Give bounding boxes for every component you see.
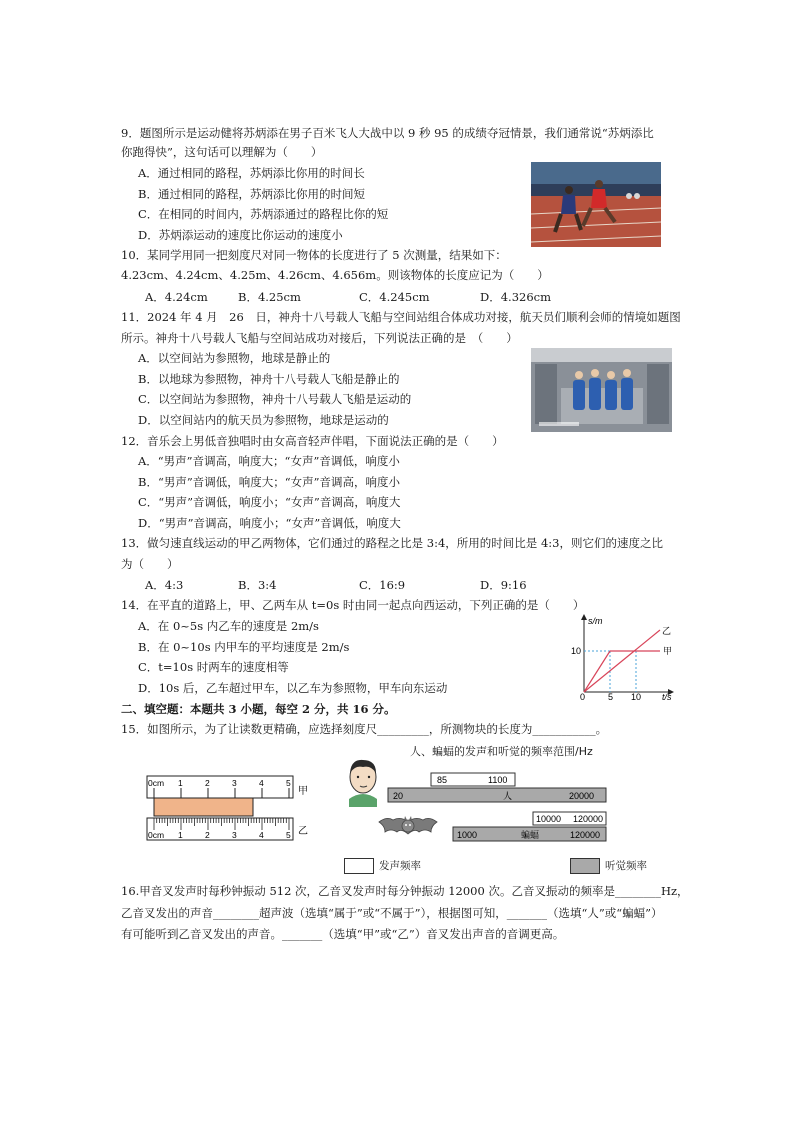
svg-text:4: 4 [259, 778, 264, 788]
tick-y-10: 10 [571, 646, 582, 656]
axis-y-label: s/m [588, 616, 603, 626]
q12-stem: 12．音乐会上男低音独唱时由女高音轻声伴唱，下面说法正确的是（ ） [121, 434, 504, 448]
q14-option-c: C．t=10s 时两车的速度相等 [138, 660, 289, 674]
svg-text:1000: 1000 [457, 830, 478, 840]
section2-title: 二、填空题：本题共 3 小题，每空 2 分，共 16 分。 [121, 702, 396, 716]
svg-text:2: 2 [205, 778, 210, 788]
q12-option-d: D．“男声”音调高，响度小；“女声”音调低，响度大 [138, 516, 401, 530]
tick-x-5: 5 [608, 692, 614, 702]
svg-text:5: 5 [286, 778, 291, 788]
q15-stem: 15．如图所示，为了让读数更精确，应选择刻度尺_________，所测物块的长度为___________。 [121, 722, 608, 736]
svg-text:4: 4 [259, 830, 264, 840]
svg-text:蝙蝠: 蝙蝠 [521, 830, 540, 840]
freq-chart-title: 人、蝙蝠的发声和听觉的频率范围/Hz [410, 745, 593, 758]
svg-text:2: 2 [205, 830, 210, 840]
ruler-jia-label: 甲 [298, 786, 308, 797]
q14-stem: 14．在平直的道路上，甲、乙两车从 t=0s 时由同一起点向西运动，下列正确的是（ ） [121, 598, 585, 612]
svg-text:120000: 120000 [573, 814, 604, 824]
space-station-photo [531, 348, 672, 432]
label-yi: 乙 [662, 626, 672, 636]
svg-text:1: 1 [178, 778, 183, 788]
q9-stem-line1: 9．题图所示是运动健将苏炳添在男子百米飞人大战中以 9 秒 95 的成绩夺冠情景，我们通常说“苏炳添比 [121, 126, 654, 140]
tick-x-0: 0 [580, 692, 586, 702]
svg-text:20000: 20000 [569, 791, 595, 801]
svg-text:85: 85 [437, 775, 448, 785]
q10-option-c: C．4.245cm [359, 290, 430, 304]
svg-text:0cm: 0cm [148, 830, 165, 840]
q14-st-graph [568, 612, 678, 702]
q11-stem-line1: 11．2024 年 4 月 26 日，神舟十八号载人飞船与空间站组合体成功对接，航天员们顺利会师的情境如题图 [121, 310, 681, 324]
q12-option-c: C．“男声”音调低，响度小；“女声”音调高，响度大 [138, 495, 401, 509]
q10-option-d: D．4.326cm [480, 290, 551, 304]
q12-option-a: A．“男声”音调高，响度大；“女声”音调低，响度小 [138, 454, 400, 468]
q16-line2: 乙音叉发出的声音________超声波（选填“属于”或“不属于”），根据图可知，_______（选填“人”或“蝙蝠”） [121, 906, 663, 920]
svg-text:0cm: 0cm [148, 778, 165, 788]
q13-stem-line2: 为（ ） [121, 557, 179, 571]
q10-option-b: B．4.25cm [238, 290, 301, 304]
measured-block [154, 798, 253, 816]
svg-text:1: 1 [178, 830, 183, 840]
q10-stem-line2: 4.23cm、4.24cm、4.25m、4.26cm、4.656m。则该物体的长度应记为（ ） [121, 268, 549, 282]
svg-text:3: 3 [232, 778, 237, 788]
q9-option-d: D．苏炳添运动的速度比你运动的速度小 [138, 228, 343, 242]
q10-stem-line1: 10．某同学用同一把刻度尺对同一物体的长度进行了 5 次测量，结果如下： [121, 248, 507, 262]
line-yi [584, 630, 660, 692]
q16-line3: 有可能听到乙音叉发出的声音。_______（选填“甲”或“乙”）音叉发出声音的音调更高。 [121, 927, 565, 941]
q9-stem-line2: 你跑得快”，这句话可以理解为（ ） [121, 145, 323, 159]
q13-option-a: A．4:3 [145, 578, 184, 592]
svg-text:10000: 10000 [536, 814, 562, 824]
q13-option-b: B．3:4 [238, 578, 277, 592]
ruler-yi-label: 乙 [298, 826, 308, 837]
q12-option-b: B．“男声”音调低，响度大；“女声”音调高，响度小 [138, 475, 400, 489]
svg-text:5: 5 [286, 830, 291, 840]
q13-option-c: C．16:9 [359, 578, 406, 592]
sprint-race-photo [531, 162, 661, 247]
svg-text:120000: 120000 [570, 830, 601, 840]
svg-text:人: 人 [503, 791, 513, 801]
svg-text:1100: 1100 [488, 775, 508, 785]
svg-text:20: 20 [393, 791, 404, 801]
q14-option-d: D．10s 后，乙车超过甲车，以乙车为参照物，甲车向东运动 [138, 681, 448, 695]
legend-hear-swatch [570, 858, 600, 874]
legend-hear-label: 听觉频率 [605, 860, 647, 872]
q13-option-d: D．9:16 [480, 578, 527, 592]
q11-option-d: D．以空间站内的航天员为参照物，地球是运动的 [138, 413, 389, 427]
q16-line1: 16.甲音叉发声时每秒钟振动 512 次，乙音叉发声时每分钟振动 12000 次。乙音叉振动的频率是________Hz， [121, 884, 689, 898]
boy-illustration [343, 755, 383, 807]
q13-stem-line1: 13．做匀速直线运动的甲乙两物体，它们通过的路程之比是 3:4，所用的时间比是 4:3，则它们的速度之比 [121, 536, 663, 550]
q10-option-a: A．4.24cm [145, 290, 208, 304]
q14-option-a: A．在 0~5s 内乙车的速度是 2m/s [138, 619, 319, 633]
legend-emit-label: 发声频率 [379, 860, 421, 872]
legend-emit-swatch [344, 858, 374, 874]
tick-x-10: 10 [631, 692, 642, 702]
q14-option-b: B．在 0~10s 内甲车的平均速度是 2m/s [138, 640, 350, 654]
rulers-figure [140, 772, 320, 844]
q11-stem-line2: 所示。神舟十八号载人飞船与空间站成功对接后，下列说法正确的是 （ ） [121, 331, 518, 345]
q11-option-c: C．以空间站为参照物，神舟十八号载人飞船是运动的 [138, 392, 412, 406]
q11-option-b: B．以地球为参照物，神舟十八号载人飞船是静止的 [138, 372, 400, 386]
label-jia: 甲 [663, 646, 673, 656]
q9-option-a: A．通过相同的路程，苏炳添比你用的时间长 [138, 166, 365, 180]
q9-option-b: B．通过相同的路程，苏炳添比你用的时间短 [138, 187, 365, 201]
q9-option-c: C．在相同的时间内，苏炳添通过的路程比你的短 [138, 207, 389, 221]
axis-x-label: t/s [662, 692, 672, 702]
q11-option-a: A．以空间站为参照物，地球是静止的 [138, 351, 331, 365]
svg-text:3: 3 [232, 830, 237, 840]
